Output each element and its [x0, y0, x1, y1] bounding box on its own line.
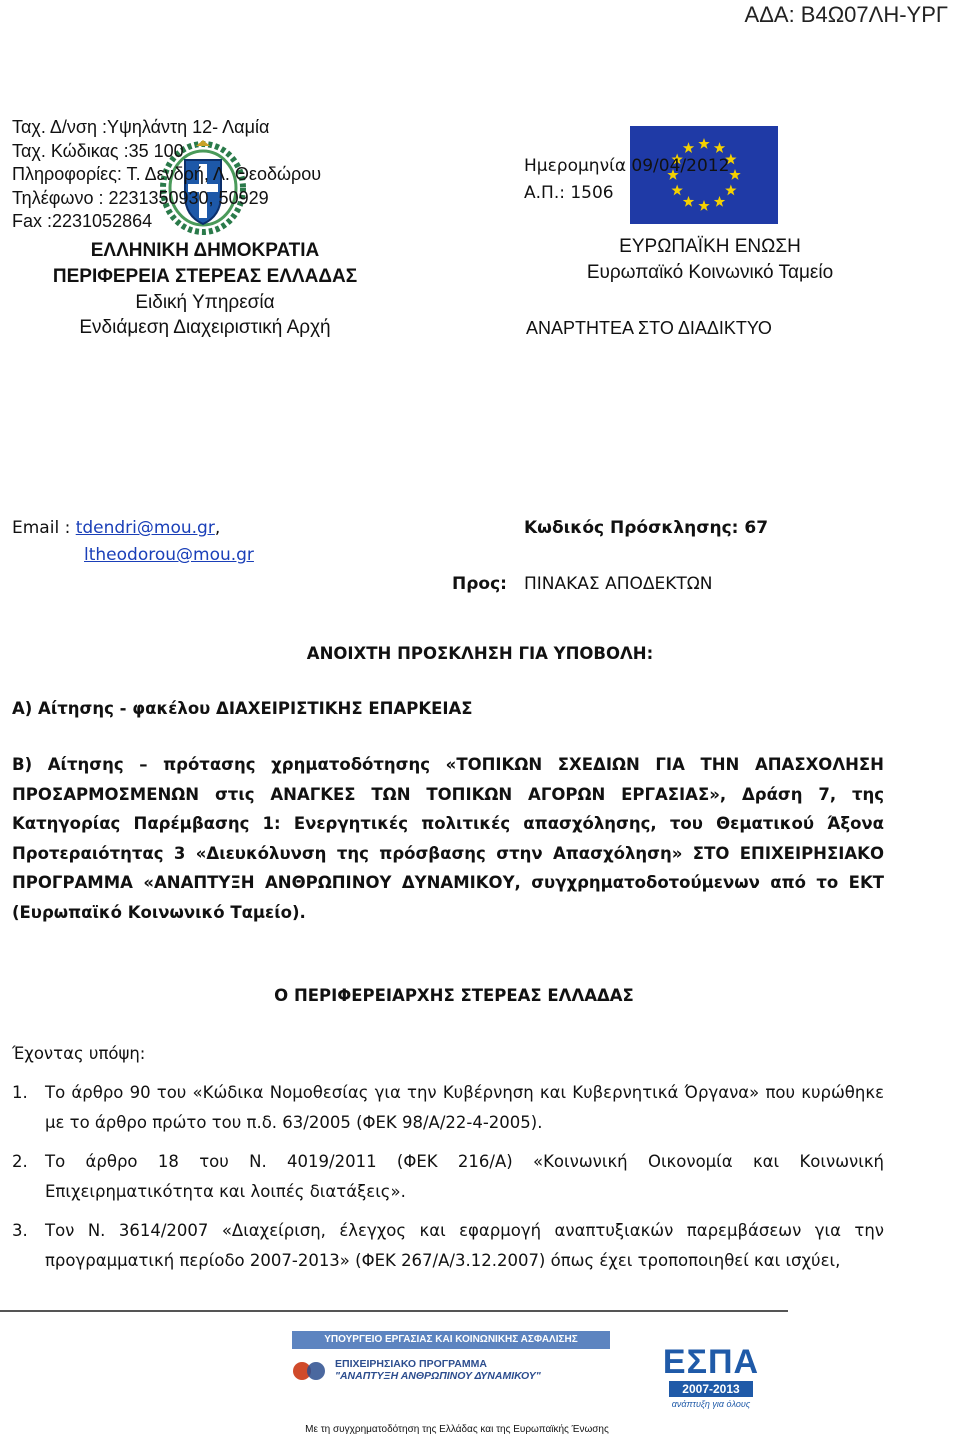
- contact-address: Ταχ. Δ/νση :Υψηλάντη 12- Λαμία: [12, 117, 270, 137]
- item-b-paragraph: Β) Αίτησης – πρότασης χρηματοδότησης «ΤΟΠΙΚΩΝ ΣΧΕΔΙΩΝ ΓΙΑ ΤΗΝ ΑΠΑΣΧΟΛΗΣΗ ΠΡΟΣΑΡΜΟΣΜΕΝΩΝ στις ΑΝΑΓΚΕΣ ΤΩΝ ΤΟΠΙΚΩΝ ΑΓΟΡΩΝ ΕΡΓΑΣΙΑΣ», Δράση 7, της Κατηγορίας Παρέμβασης 1: Ενεργητικές πολιτικές απασχόλησης, του Θεματικού Άξονα Προτεραιότητας 3 «Διευκόλυνση της πρόσβασης στην Απασχόληση» ΣΤΟ ΕΠΙΧΕΙΡΗΣΙΑΚΟ ΠΡΟΓΡΑΜΜΑ «ΑΝΑΠΤΥΞΗ ΑΝΘΡΩΠΙΝΟΥ ΔΥΝΑΜΙΚΟΥ, συγχρηματοδοτούμενων από το ΕΚΤ (Ευρωπαϊκό Κοινωνικό Ταμείο).: [12, 755, 884, 922]
- espa-logo: [655, 1345, 767, 1415]
- email-separator: ,: [214, 518, 221, 538]
- espa-title: ΕΣΠΑ: [662, 1343, 760, 1381]
- to-label: Προς:: [452, 574, 507, 594]
- left-header: [0, 238, 410, 340]
- esf-subtitle: Ευρωπαϊκό Κοινωνικό Ταμείο: [586, 262, 834, 283]
- email-line: [12, 518, 220, 538]
- contact-fax: Fax :2231052864: [12, 211, 153, 231]
- legal-item-text: Το άρθρο 90 του «Κώδικα Νομοθεσίας για την Κυβέρνηση και Κυβερνητικά Όργανα» που κυρώθηκε με το άρθρο πρώτο του π.δ. 63/2005 (ΦΕΚ 98/Α/22-4-2005).: [45, 1083, 884, 1132]
- footer-divider: [0, 1310, 788, 1312]
- legal-item: [12, 1147, 884, 1206]
- item-a: Α) Αίτησης - φακέλου ΔΙΑΧΕΙΡΙΣΤΙΚΗΣ ΕΠΑΡΚΕΙΑΣ: [12, 699, 473, 718]
- considering-label: Έχοντας υπόψη:: [12, 1044, 146, 1063]
- email-link-1[interactable]: tdendri@mou.gr: [75, 518, 215, 538]
- country-name: ΕΛΛΗΝΙΚΗ ΔΗΜΟΚΡΑΤΙΑ: [90, 240, 320, 261]
- email-label: Email :: [12, 518, 76, 538]
- right-header: [520, 234, 900, 286]
- contact-postcode: Ταχ. Κώδικας :35 100: [12, 140, 184, 161]
- ministry-banner: ΥΠΟΥΡΓΕΙΟ ΕΡΓΑΣΙΑΣ ΚΑΙ ΚΟΙΝΩΝΙΚΗΣ ΑΣΦΑΛΙΣΗΣ: [292, 1331, 610, 1349]
- legal-item-number: 3.: [12, 1221, 28, 1240]
- legal-item-text: Το άρθρο 18 του Ν. 4019/2011 (ΦΕΚ 216/Α) «Κοινωνική Οικονομία και Κοινωνική Επιχειρηματικότητα και λοιπές διατάξεις».: [45, 1152, 884, 1201]
- legal-item-text: Τον Ν. 3614/2007 «Διαχείριση, έλεγχος και εφαρμογή αναπτυξιακών παρεμβάσεων για την προγραμματική περίοδο 2007-2013» (ΦΕΚ 267/Α/3.12.2007) όπως έχει τροποποιηθεί και ισχύει,: [45, 1221, 884, 1270]
- authority-name: Ενδιάμεση Διαχειριστική Αρχή: [79, 317, 331, 338]
- legal-item-number: 1.: [12, 1083, 28, 1102]
- contact-phone: Τηλέφωνο : 2231350930, 50929: [12, 187, 269, 208]
- call-code: Κωδικός Πρόσκλησης: 67: [524, 518, 769, 538]
- posting-note: ΑΝΑΡΤΗΤΕΑ ΣΤΟ ΔΙΑΔΙΚΤΥΟ: [526, 318, 772, 338]
- legal-item-number: 2.: [12, 1152, 28, 1171]
- protocol-number: Α.Π.: 1506: [524, 183, 614, 203]
- ada-code: ΑΔΑ: Β4Ω07ΛΗ-ΥΡΓ: [744, 2, 948, 27]
- program-name-line-2: "ΑΝΑΠΤΥΞΗ ΑΝΘΡΩΠΙΝΟΥ ΔΥΝΑΜΙΚΟΥ": [335, 1370, 541, 1382]
- legal-item: [12, 1078, 884, 1137]
- espa-slogan: ανάπτυξη για όλους: [671, 1399, 751, 1409]
- contact-block: [12, 116, 321, 234]
- contact-info: Πληροφορίες: Τ. Δενδρή, Λ. Θεοδώρου: [12, 164, 322, 184]
- eu-title: ΕΥΡΩΠΑΪΚΗ ΕΝΩΣΗ: [619, 236, 801, 257]
- service-name: Ειδική Υπηρεσία: [135, 292, 275, 313]
- program-name-line-1: ΕΠΙΧΕΙΡΗΣΙΑΚΟ ΠΡΟΓΡΑΜΜΑ: [335, 1358, 487, 1370]
- date-line: Ημερομηνία 09/04/2012: [524, 156, 730, 176]
- espa-years: 2007-2013: [669, 1381, 753, 1397]
- legal-item: [12, 1216, 884, 1275]
- call-heading: ΑΝΟΙΧΤΗ ΠΡΟΣΚΛΗΣΗ ΓΙΑ ΥΠΟΒΟΛΗ:: [306, 644, 654, 663]
- region-name: ΠΕΡΙΦΕΡΕΙΑ ΣΤΕΡΕΑΣ ΕΛΛΑΔΑΣ: [52, 266, 358, 287]
- regional-governor-title: Ο ΠΕΡΙΦΕΡΕΙΑΡΧΗΣ ΣΤΕΡΕΑΣ ΕΛΛΑΔΑΣ: [274, 986, 634, 1005]
- to-value: ΠΙΝΑΚΑΣ ΑΠΟΔΕΚΤΩΝ: [524, 574, 713, 594]
- email-line-2: [84, 545, 254, 565]
- email-link-2[interactable]: ltheodorou@mou.gr: [84, 545, 254, 565]
- program-name: [335, 1358, 541, 1382]
- cofunding-note: Με τη συγχρηματοδότηση της Ελλάδας και της Ευρωπαϊκής Ένωσης: [305, 1424, 609, 1435]
- program-logo-icon: [290, 1356, 330, 1386]
